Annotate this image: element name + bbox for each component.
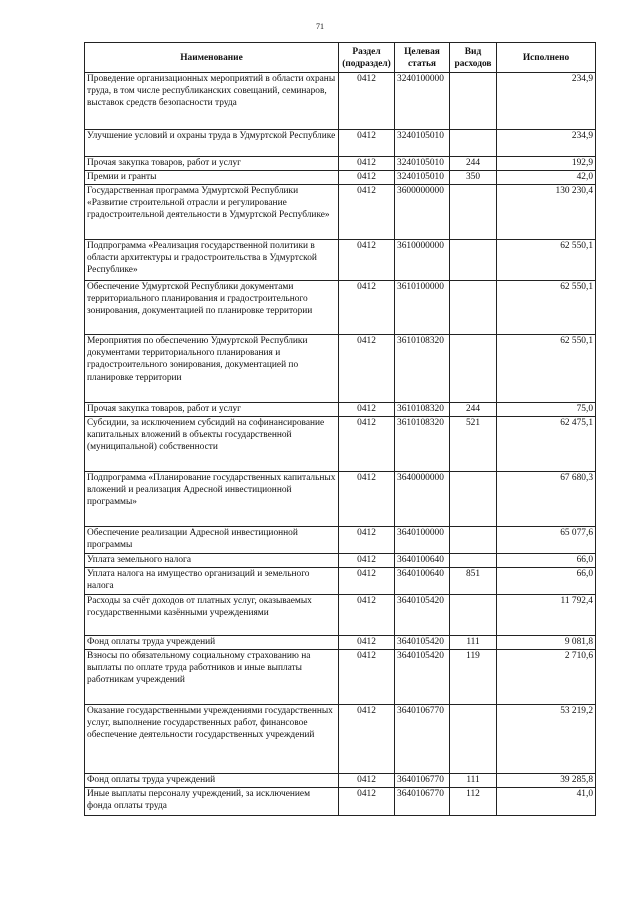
row-section: 0412 <box>339 185 395 240</box>
row-done: 62 550,1 <box>497 240 596 281</box>
row-done: 130 230,4 <box>497 185 596 240</box>
row-done: 66,0 <box>497 568 596 595</box>
row-name: Фонд оплаты труда учреждений <box>85 636 339 650</box>
row-exptype <box>450 527 497 554</box>
row-name: Обеспечение реализации Адресной инвестиционной программы <box>85 527 339 554</box>
table-row <box>85 554 596 568</box>
row-done: 192,9 <box>497 157 596 171</box>
row-name: Субсидии, за исключением субсидий на софинансирование капитальных вложений в объекты государственной (муниципальной) собственности <box>85 417 339 472</box>
table-row <box>85 527 596 554</box>
row-done: 41,0 <box>497 788 596 816</box>
table-row <box>85 73 596 130</box>
header-row <box>85 43 596 73</box>
row-target: 3610100000 <box>395 281 450 335</box>
row-exptype <box>450 240 497 281</box>
row-target: 3640000000 <box>395 472 450 527</box>
row-name: Подпрограмма «Планирование государственных капитальных вложений и реализация Адресной инвестиционной программы» <box>85 472 339 527</box>
table-row <box>85 157 596 171</box>
header-done: Исполнено <box>497 43 596 73</box>
row-exptype: 521 <box>450 417 497 472</box>
row-exptype <box>450 130 497 157</box>
table-row <box>85 705 596 774</box>
row-exptype: 244 <box>450 157 497 171</box>
row-section: 0412 <box>339 417 395 472</box>
row-done: 75,0 <box>497 403 596 417</box>
row-done: 39 285,8 <box>497 774 596 788</box>
table-row <box>85 595 596 636</box>
row-section: 0412 <box>339 788 395 816</box>
row-section: 0412 <box>339 335 395 403</box>
row-name: Иные выплаты персоналу учреждений, за исключением фонда оплаты труда <box>85 788 339 816</box>
row-target: 3640106770 <box>395 788 450 816</box>
table-row <box>85 636 596 650</box>
table-row <box>85 171 596 185</box>
table-row <box>85 417 596 472</box>
row-section: 0412 <box>339 636 395 650</box>
row-exptype: 851 <box>450 568 497 595</box>
row-section: 0412 <box>339 774 395 788</box>
table-row <box>85 650 596 705</box>
row-name: Государственная программа Удмуртской Республики «Развитие строительной отрасли и регулирование градостроительной деятельности в Удмуртской Республике» <box>85 185 339 240</box>
row-exptype: 119 <box>450 650 497 705</box>
row-section: 0412 <box>339 595 395 636</box>
row-target: 3610108320 <box>395 403 450 417</box>
row-name: Уплата налога на имущество организаций и земельного налога <box>85 568 339 595</box>
table-row <box>85 403 596 417</box>
row-section: 0412 <box>339 472 395 527</box>
row-done: 11 792,4 <box>497 595 596 636</box>
row-exptype: 112 <box>450 788 497 816</box>
row-exptype <box>450 73 497 130</box>
header-name: Наименование <box>85 43 339 73</box>
row-exptype <box>450 185 497 240</box>
row-name: Прочая закупка товаров, работ и услуг <box>85 403 339 417</box>
row-target: 3640106770 <box>395 705 450 774</box>
row-section: 0412 <box>339 157 395 171</box>
row-section: 0412 <box>339 554 395 568</box>
page-number: 71 <box>316 22 324 31</box>
table-row <box>85 472 596 527</box>
row-exptype <box>450 472 497 527</box>
row-name: Фонд оплаты труда учреждений <box>85 774 339 788</box>
row-name: Оказание государственными учреждениями государственных услуг, выполнение государственных работ, финансовое обеспечение деятельности государственных учреждений <box>85 705 339 774</box>
row-name: Обеспечение Удмуртской Республики документами территориального планирования и градостроительного зонирования, документацией по планировке территории <box>85 281 339 335</box>
row-done: 65 077,6 <box>497 527 596 554</box>
row-target: 3240105010 <box>395 130 450 157</box>
row-target: 3640100640 <box>395 568 450 595</box>
row-name: Улучшение условий и охраны труда в Удмуртской Республике <box>85 130 339 157</box>
row-section: 0412 <box>339 527 395 554</box>
table-row <box>85 130 596 157</box>
row-target: 3240100000 <box>395 73 450 130</box>
row-exptype: 111 <box>450 774 497 788</box>
row-section: 0412 <box>339 568 395 595</box>
table-row <box>85 568 596 595</box>
row-target: 3640100640 <box>395 554 450 568</box>
row-section: 0412 <box>339 73 395 130</box>
row-exptype: 244 <box>450 403 497 417</box>
row-name: Уплата земельного налога <box>85 554 339 568</box>
row-name: Мероприятия по обеспечению Удмуртской Республики документами территориального планирования и градостроительного зонирования, документацией по планировке территории <box>85 335 339 403</box>
table-row <box>85 185 596 240</box>
row-name: Расходы за счёт доходов от платных услуг, оказываемых государственными казёнными учреждениями <box>85 595 339 636</box>
row-section: 0412 <box>339 130 395 157</box>
header-section: Раздел (подраздел) <box>339 43 395 73</box>
row-done: 62 475,1 <box>497 417 596 472</box>
row-section: 0412 <box>339 705 395 774</box>
row-done: 9 081,8 <box>497 636 596 650</box>
row-exptype: 350 <box>450 171 497 185</box>
row-exptype <box>450 554 497 568</box>
row-name: Подпрограмма «Реализация государственной политики в области архитектуры и градостроительства в Удмуртской Республике» <box>85 240 339 281</box>
row-done: 42,0 <box>497 171 596 185</box>
row-target: 3240105010 <box>395 171 450 185</box>
row-target: 3610000000 <box>395 240 450 281</box>
row-done: 2 710,6 <box>497 650 596 705</box>
table-row <box>85 774 596 788</box>
row-exptype <box>450 595 497 636</box>
row-section: 0412 <box>339 171 395 185</box>
row-done: 234,9 <box>497 130 596 157</box>
row-target: 3610108320 <box>395 417 450 472</box>
table-row <box>85 335 596 403</box>
row-target: 3640105420 <box>395 595 450 636</box>
row-name: Взносы по обязательному социальному страхованию на выплаты по оплате труда работников и иные выплаты работникам учреждений <box>85 650 339 705</box>
row-name: Проведение организационных мероприятий в области охраны труда, в том числе республиканских совещаний, семинаров, выставок средств безопасности труда <box>85 73 339 130</box>
row-name: Прочая закупка товаров, работ и услуг <box>85 157 339 171</box>
row-section: 0412 <box>339 403 395 417</box>
row-target: 3640106770 <box>395 774 450 788</box>
table-row <box>85 281 596 335</box>
row-done: 53 219,2 <box>497 705 596 774</box>
row-exptype: 111 <box>450 636 497 650</box>
budget-table <box>84 42 596 816</box>
table-row <box>85 240 596 281</box>
row-target: 3240105010 <box>395 157 450 171</box>
row-done: 62 550,1 <box>497 281 596 335</box>
row-section: 0412 <box>339 281 395 335</box>
row-target: 3640105420 <box>395 636 450 650</box>
row-exptype <box>450 335 497 403</box>
row-exptype <box>450 281 497 335</box>
header-exptype: Вид расходов <box>450 43 497 73</box>
row-target: 3600000000 <box>395 185 450 240</box>
row-target: 3640100000 <box>395 527 450 554</box>
row-section: 0412 <box>339 240 395 281</box>
row-done: 66,0 <box>497 554 596 568</box>
row-done: 67 680,3 <box>497 472 596 527</box>
row-target: 3640105420 <box>395 650 450 705</box>
row-done: 62 550,1 <box>497 335 596 403</box>
table-row <box>85 788 596 816</box>
row-exptype <box>450 705 497 774</box>
row-done: 234,9 <box>497 73 596 130</box>
row-name: Премии и гранты <box>85 171 339 185</box>
header-target: Целевая статья <box>395 43 450 73</box>
row-target: 3610108320 <box>395 335 450 403</box>
row-section: 0412 <box>339 650 395 705</box>
